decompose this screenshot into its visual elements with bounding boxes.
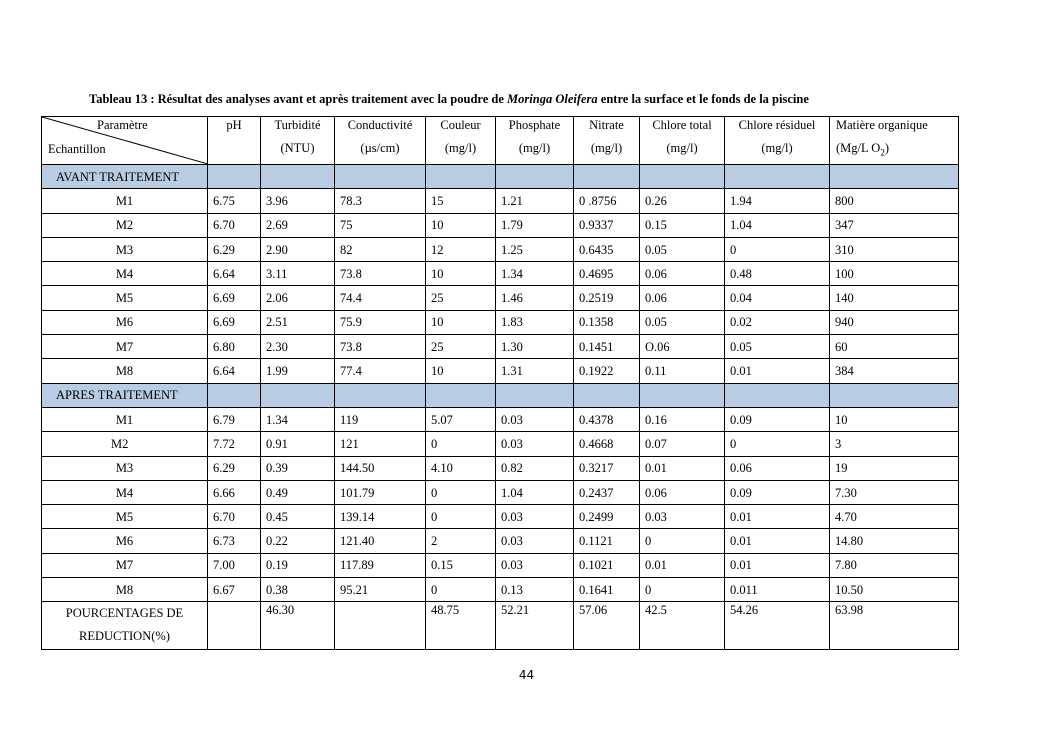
table-cell: 1.30 (496, 335, 574, 359)
table-cell: 75.9 (335, 310, 426, 334)
table-cell: 7.30 (830, 480, 959, 504)
section-filler-cell (261, 383, 335, 407)
table-cell: 0.82 (496, 456, 574, 480)
section-filler-cell (574, 383, 640, 407)
table-cell: 0.4695 (574, 262, 640, 286)
table-cell: 0.05 (725, 335, 830, 359)
table-row (42, 529, 959, 553)
section-title: APRES TRAITEMENT (42, 383, 208, 407)
table-cell: 1.79 (496, 213, 574, 237)
table-cell: 77.4 (335, 359, 426, 383)
col-header: Chlore total (mg/l) (640, 117, 725, 165)
table-cell: 1.46 (496, 286, 574, 310)
table-cell: 0.13 (496, 578, 574, 602)
table-cell: 1.04 (496, 480, 574, 504)
table-cell: 14.80 (830, 529, 959, 553)
table-cell: 0.03 (496, 432, 574, 456)
table-cell: 73.8 (335, 335, 426, 359)
section-filler-cell (261, 165, 335, 189)
sample-name: M4 (42, 480, 208, 504)
corner-sample-label: Echantillon (48, 142, 106, 156)
table-caption: Tableau 13 : Résultat des analyses avant et après traitement avec la poudre de Moringa Oleifera entre la surface et le fonds de la piscine (89, 92, 809, 106)
table-cell: 117.89 (335, 553, 426, 577)
col-header: Turbidité (NTU) (261, 117, 335, 165)
table-cell: 0.03 (496, 553, 574, 577)
sample-name: M1 (42, 407, 208, 431)
sample-name: M7 (42, 335, 208, 359)
table-cell: 0.01 (725, 505, 830, 529)
table-cell: 7.72 (208, 432, 261, 456)
section-header-row (42, 165, 959, 189)
caption-italic: Moringa Oleifera (507, 92, 598, 106)
table-cell: 0.05 (640, 310, 725, 334)
table-cell: 0.16 (640, 407, 725, 431)
section-title: AVANT TRAITEMENT (42, 165, 208, 189)
table-cell: 0.01 (640, 456, 725, 480)
table-cell: 384 (830, 359, 959, 383)
table-cell: 140 (830, 286, 959, 310)
table-cell: 0.1021 (574, 553, 640, 577)
col-header: Couleur (mg/l) (426, 117, 496, 165)
sample-name: M5 (42, 286, 208, 310)
table-cell: 0.26 (640, 189, 725, 213)
reduction-label (42, 602, 208, 650)
col-header: Nitrate (mg/l) (574, 117, 640, 165)
table-cell: 1.21 (496, 189, 574, 213)
table-cell: 78.3 (335, 189, 426, 213)
table-cell: 0.03 (640, 505, 725, 529)
table-cell: 10 (426, 310, 496, 334)
table-cell: 12 (426, 237, 496, 261)
table-cell: 0.09 (725, 407, 830, 431)
section-filler-cell (426, 383, 496, 407)
table-cell: O.06 (640, 335, 725, 359)
table-cell: 0.06 (640, 286, 725, 310)
section-header-row (42, 383, 959, 407)
table-cell: 6.69 (208, 310, 261, 334)
sample-name: M7 (42, 553, 208, 577)
table-cell: 19 (830, 456, 959, 480)
table-cell: 6.29 (208, 456, 261, 480)
table-cell: 6.66 (208, 480, 261, 504)
table-cell: 0.1922 (574, 359, 640, 383)
sample-name: M6 (42, 529, 208, 553)
reduction-cell: 46.30 (261, 602, 335, 650)
table-cell: 0.39 (261, 456, 335, 480)
table-cell: 0.1121 (574, 529, 640, 553)
table-cell: 7.00 (208, 553, 261, 577)
table-cell: 0.011 (725, 578, 830, 602)
reduction-cell: 48.75 (426, 602, 496, 650)
results-table (41, 116, 959, 650)
table-body (42, 165, 959, 650)
col-header: Chlore résiduel (mg/l) (725, 117, 830, 165)
section-filler-cell (830, 383, 959, 407)
table-cell: 0.01 (640, 553, 725, 577)
table-cell: 0 (640, 578, 725, 602)
table-row (42, 189, 959, 213)
table-cell: 10.50 (830, 578, 959, 602)
sample-name: M2 (42, 213, 208, 237)
table-cell: 0.4378 (574, 407, 640, 431)
table-cell: 2.90 (261, 237, 335, 261)
table-row (42, 578, 959, 602)
sample-name: M2 (42, 432, 208, 456)
table-row (42, 553, 959, 577)
table-cell: 1.99 (261, 359, 335, 383)
table-cell: 6.79 (208, 407, 261, 431)
section-filler-cell (496, 165, 574, 189)
sample-name: M3 (42, 237, 208, 261)
sample-name: M4 (42, 262, 208, 286)
section-filler-cell (640, 165, 725, 189)
table-cell: 0.01 (725, 553, 830, 577)
table-cell: 0.05 (640, 237, 725, 261)
table-cell: 0.02 (725, 310, 830, 334)
table-cell: 1.04 (725, 213, 830, 237)
table-cell: 0.06 (640, 262, 725, 286)
table-cell: 6.75 (208, 189, 261, 213)
table-cell: 10 (426, 359, 496, 383)
table-cell: 0.4668 (574, 432, 640, 456)
table-cell: 0 (426, 480, 496, 504)
col-header: Phosphate (mg/l) (496, 117, 574, 165)
table-cell: 347 (830, 213, 959, 237)
table-cell: 25 (426, 286, 496, 310)
table-cell: 0.91 (261, 432, 335, 456)
table-cell: 0.01 (725, 529, 830, 553)
table-cell: 3 (830, 432, 959, 456)
table-cell: 0 (725, 432, 830, 456)
reduction-cell: 42.5 (640, 602, 725, 650)
table-row (42, 310, 959, 334)
table-row (42, 505, 959, 529)
table-cell: 144.50 (335, 456, 426, 480)
table-cell: 6.64 (208, 262, 261, 286)
table-row (42, 286, 959, 310)
table-row (42, 359, 959, 383)
table-cell: 1.25 (496, 237, 574, 261)
sample-name: M6 (42, 310, 208, 334)
table-cell: 0 (725, 237, 830, 261)
table-cell: 0.03 (496, 407, 574, 431)
table-cell: 0 (640, 529, 725, 553)
table-cell: 310 (830, 237, 959, 261)
table-cell: 4.70 (830, 505, 959, 529)
table-cell: 75 (335, 213, 426, 237)
table-cell: 0 (426, 505, 496, 529)
table-cell: 10 (426, 213, 496, 237)
table-cell: 0.1451 (574, 335, 640, 359)
corner-param-label: Paramètre (97, 118, 148, 132)
col-header: Conductivité (µs/cm) (335, 117, 426, 165)
table-cell: 0.2519 (574, 286, 640, 310)
table-cell: 0.1641 (574, 578, 640, 602)
reduction-label-line1: POURCENTAGES DE (65, 606, 184, 621)
table-cell: 0.15 (426, 553, 496, 577)
table-cell: 0.45 (261, 505, 335, 529)
table-cell: 2.30 (261, 335, 335, 359)
section-filler-cell (335, 165, 426, 189)
table-cell: 0 .8756 (574, 189, 640, 213)
table-cell: 10 (830, 407, 959, 431)
page-number: 44 (518, 668, 535, 682)
reduction-cell: 52.21 (496, 602, 574, 650)
col-header: Matière organique (Mg/L $O_2$) (830, 117, 959, 165)
table-cell: 3.96 (261, 189, 335, 213)
table-cell: 800 (830, 189, 959, 213)
table-cell: 0.03 (496, 529, 574, 553)
table-cell: 0.22 (261, 529, 335, 553)
reduction-row (42, 602, 959, 650)
table-row (42, 262, 959, 286)
table-row (42, 213, 959, 237)
table-row (42, 335, 959, 359)
table-cell: 1.83 (496, 310, 574, 334)
table-cell: 6.70 (208, 505, 261, 529)
table-cell: 0.38 (261, 578, 335, 602)
section-filler-cell (335, 383, 426, 407)
table-cell: 1.34 (261, 407, 335, 431)
table-cell: 6.69 (208, 286, 261, 310)
table-row (42, 456, 959, 480)
table-cell: 0.1358 (574, 310, 640, 334)
table-cell: 0.06 (640, 480, 725, 504)
table-cell: 95.21 (335, 578, 426, 602)
table-cell: 0.15 (640, 213, 725, 237)
table-cell: 0.07 (640, 432, 725, 456)
table-cell: 73.8 (335, 262, 426, 286)
table-cell: 0.03 (496, 505, 574, 529)
table-cell: 0 (426, 432, 496, 456)
reduction-cell (335, 602, 426, 650)
table-cell: 1.31 (496, 359, 574, 383)
sample-name: M8 (42, 359, 208, 383)
table-cell: 0.19 (261, 553, 335, 577)
reduction-label-line2: REDUCTION(%) (79, 629, 170, 644)
table-cell: 940 (830, 310, 959, 334)
section-filler-cell (830, 165, 959, 189)
table-cell: 2.51 (261, 310, 335, 334)
table-cell: 101.79 (335, 480, 426, 504)
table-cell: 0.01 (725, 359, 830, 383)
section-filler-cell (640, 383, 725, 407)
section-filler-cell (725, 383, 830, 407)
table-cell: 121.40 (335, 529, 426, 553)
table-cell: 0.06 (725, 456, 830, 480)
table-cell: 6.73 (208, 529, 261, 553)
table-cell: 119 (335, 407, 426, 431)
table-cell: 10 (426, 262, 496, 286)
table-cell: 0 (426, 578, 496, 602)
table-cell: 74.4 (335, 286, 426, 310)
table-cell: 4.10 (426, 456, 496, 480)
table-row (42, 237, 959, 261)
table-cell: 6.67 (208, 578, 261, 602)
table-cell: 2.69 (261, 213, 335, 237)
table-cell: 1.94 (725, 189, 830, 213)
table-cell: 25 (426, 335, 496, 359)
table-cell: 7.80 (830, 553, 959, 577)
table-cell: 0.2437 (574, 480, 640, 504)
section-filler-cell (496, 383, 574, 407)
table-cell: 0.9337 (574, 213, 640, 237)
section-filler-cell (426, 165, 496, 189)
table-cell: 6.64 (208, 359, 261, 383)
sample-name: M8 (42, 578, 208, 602)
table-cell: 0.48 (725, 262, 830, 286)
table-row (42, 407, 959, 431)
sample-name: M1 (42, 189, 208, 213)
section-filler-cell (208, 165, 261, 189)
table-cell: 6.70 (208, 213, 261, 237)
table-cell: 6.80 (208, 335, 261, 359)
table-cell: 2 (426, 529, 496, 553)
sample-name: M3 (42, 456, 208, 480)
table-cell: 3.11 (261, 262, 335, 286)
table-cell: 15 (426, 189, 496, 213)
reduction-cell: 57.06 (574, 602, 640, 650)
table-cell: 1.34 (496, 262, 574, 286)
section-filler-cell (208, 383, 261, 407)
table-cell: 0.6435 (574, 237, 640, 261)
table-cell: 0.11 (640, 359, 725, 383)
table-row (42, 432, 959, 456)
table-cell: 6.29 (208, 237, 261, 261)
col-header: pH (208, 117, 261, 165)
table-cell: 0.49 (261, 480, 335, 504)
table-cell: 60 (830, 335, 959, 359)
reduction-cell: 63.98 (830, 602, 959, 650)
table-cell: 5.07 (426, 407, 496, 431)
table-cell: 0.04 (725, 286, 830, 310)
reduction-cell: 54.26 (725, 602, 830, 650)
table-cell: 2.06 (261, 286, 335, 310)
table-cell: 100 (830, 262, 959, 286)
corner-header-cell (42, 117, 208, 165)
table-cell: 82 (335, 237, 426, 261)
table-cell: 0.3217 (574, 456, 640, 480)
sample-name: M5 (42, 505, 208, 529)
table-cell: 0.09 (725, 480, 830, 504)
section-filler-cell (725, 165, 830, 189)
section-filler-cell (574, 165, 640, 189)
table-row (42, 480, 959, 504)
table-cell: 0.2499 (574, 505, 640, 529)
table-cell: 139.14 (335, 505, 426, 529)
reduction-cell (208, 602, 261, 650)
table-cell: 121 (335, 432, 426, 456)
